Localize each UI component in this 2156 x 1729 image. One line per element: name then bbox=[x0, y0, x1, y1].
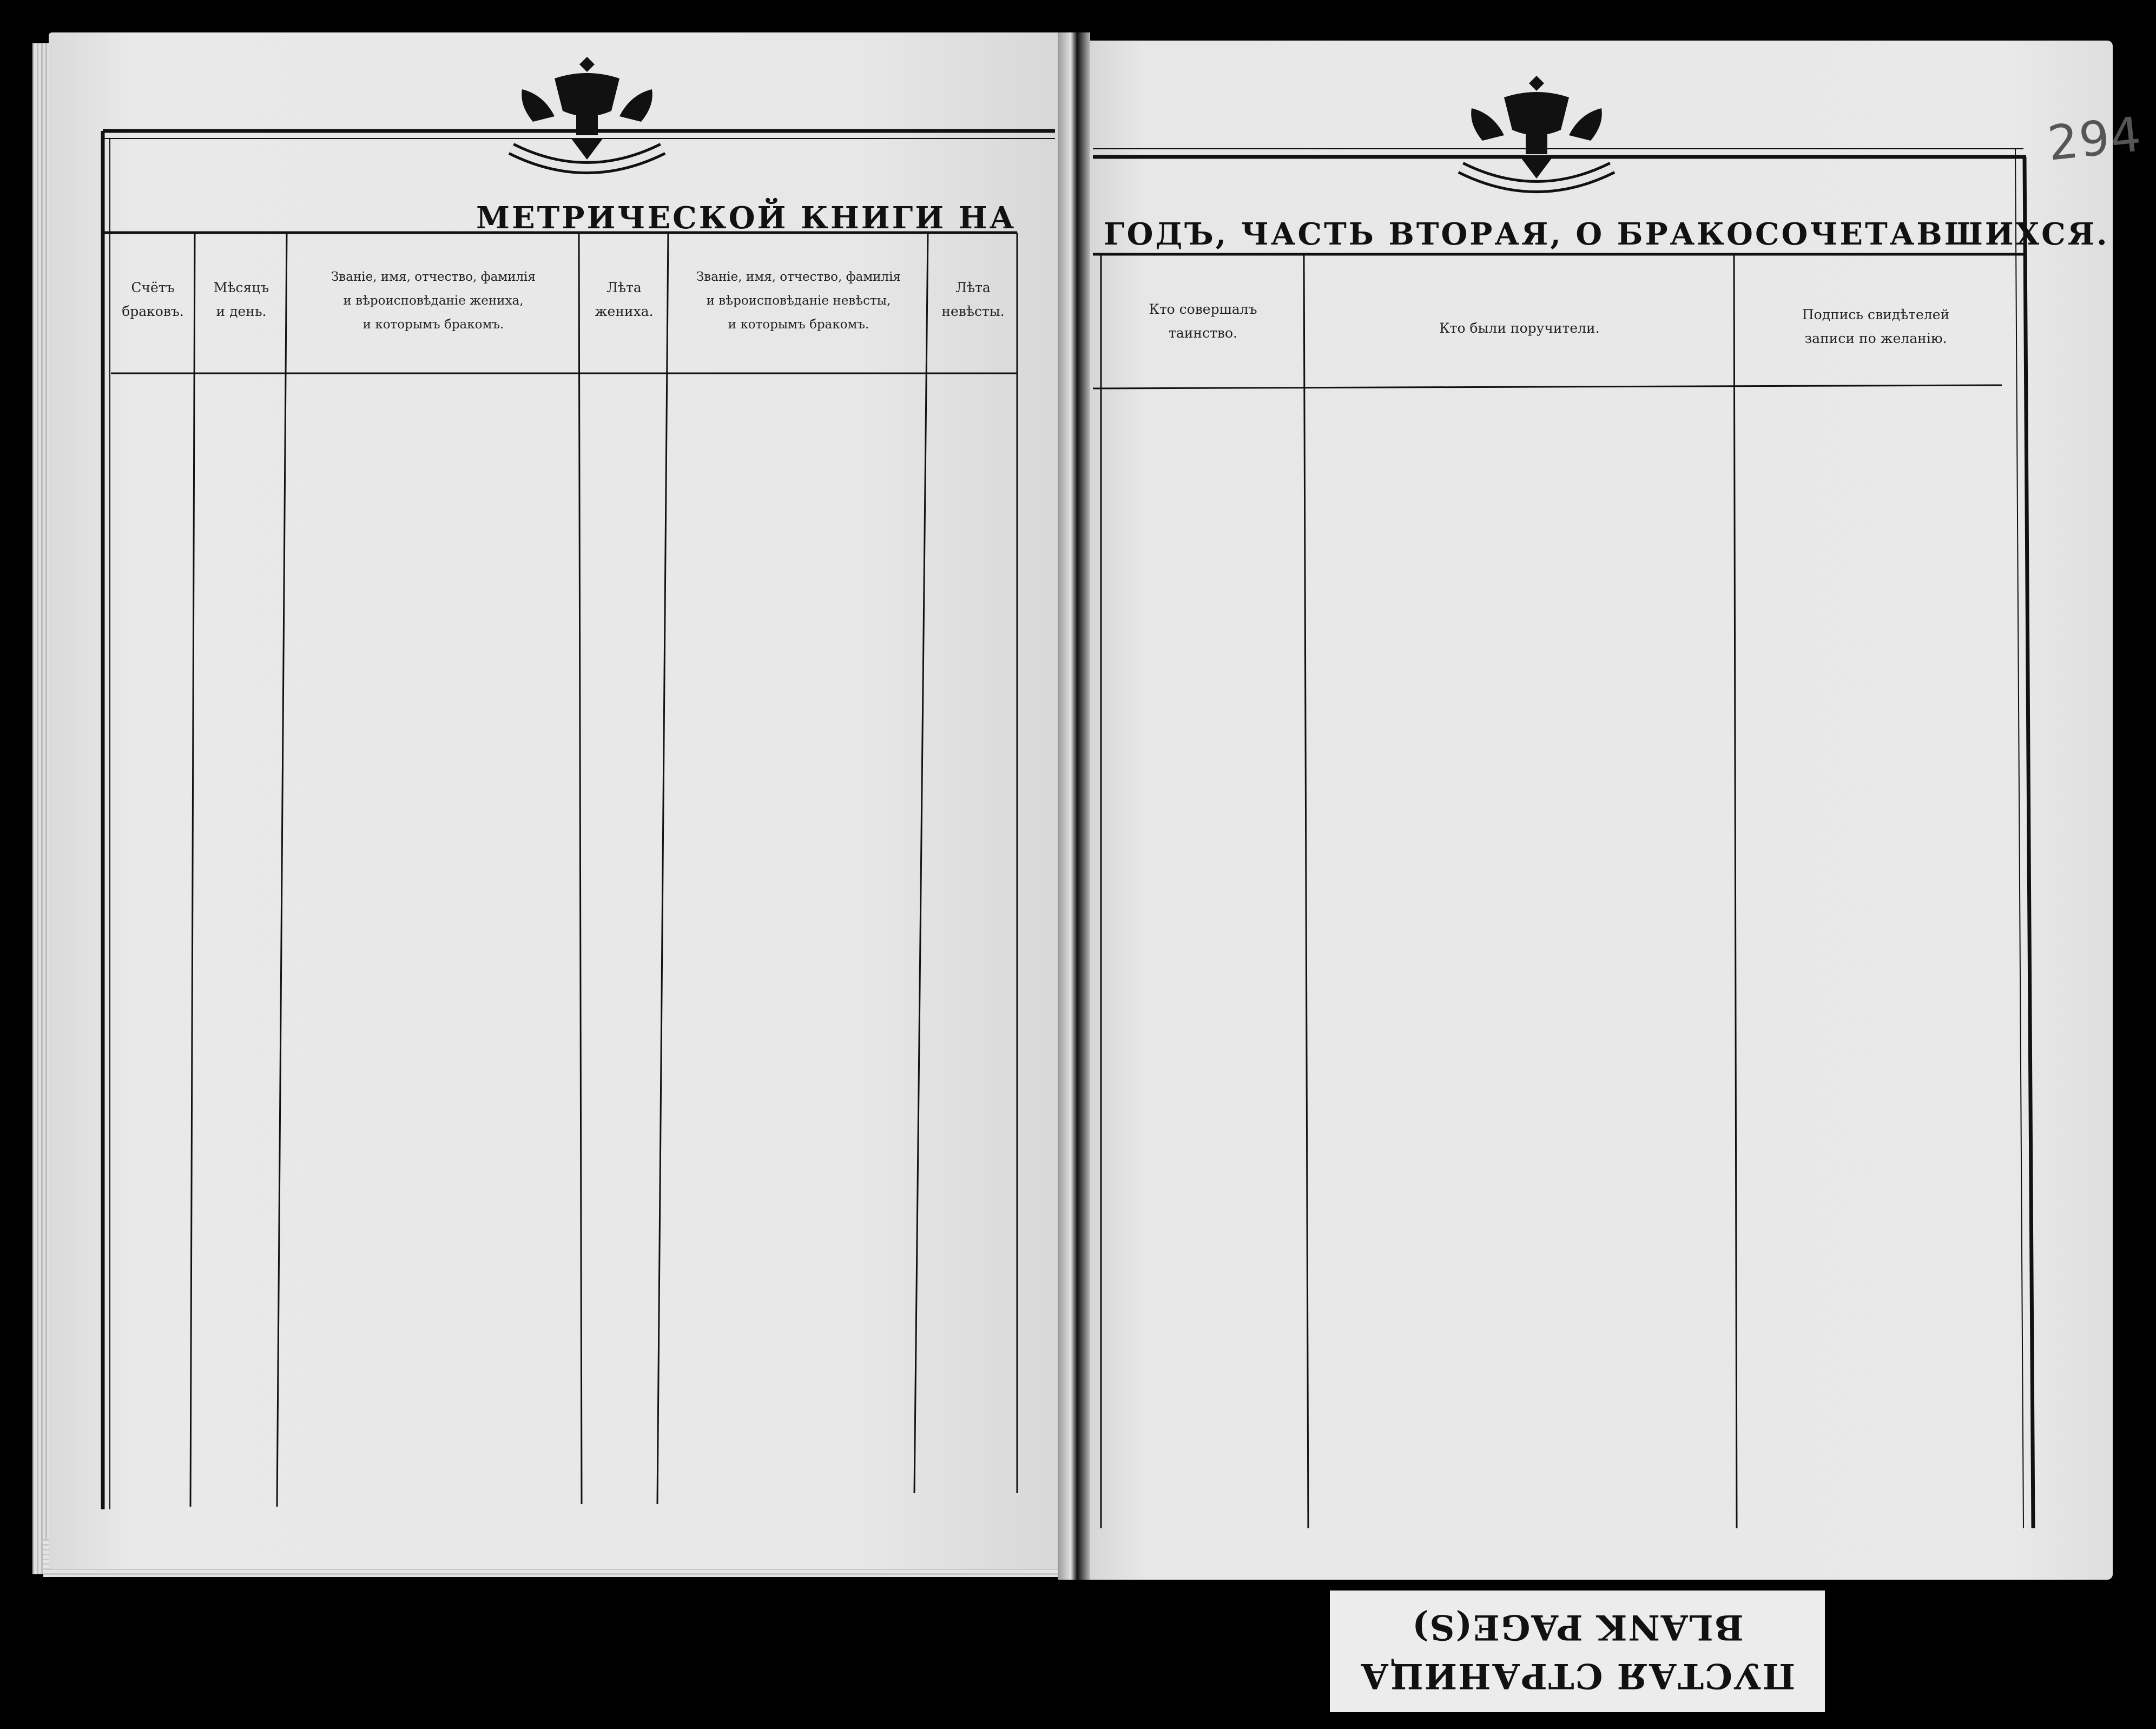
blank-label-russian: ПУСТАЯ СТРАНИЦА bbox=[1359, 1655, 1796, 1697]
blank-label-english: BLANK PAGE(S) bbox=[1411, 1607, 1744, 1648]
imperial-eagle-crest-icon bbox=[500, 46, 674, 187]
imperial-eagle-crest-icon bbox=[1450, 65, 1623, 206]
blank-page-label bbox=[1330, 1591, 1825, 1712]
column-header-marriage-count: Счётъ браковъ. bbox=[122, 280, 184, 319]
right-page-heading: ГОДЪ, ЧАСТЬ ВТОРАЯ, О БРАКОСОЧЕТАВШИХСЯ. bbox=[1104, 216, 2109, 252]
page-number: 294 bbox=[2045, 106, 2145, 171]
column-header-bride-details: Званіе, имя, отчество, фамилія и вѣроисповѣданіе невѣсты, и которымъ бракомъ. bbox=[696, 270, 901, 332]
column-header-guarantors: Кто были поручители. bbox=[1439, 320, 1600, 336]
column-header-groom-age: Лѣта жениха. bbox=[595, 280, 654, 319]
column-header-month-day: Мѣсяцъ и день. bbox=[213, 280, 269, 319]
column-header-bride-age: Лѣта невѣсты. bbox=[941, 280, 1005, 319]
left-page-heading: МЕТРИЧЕСКОЙ КНИГИ НА bbox=[476, 200, 1017, 236]
column-header-witness-signatures: Подпись свидѣтелей записи по желанію. bbox=[1802, 307, 1950, 346]
column-header-officiant: Кто совершалъ таинство. bbox=[1149, 301, 1257, 341]
column-header-groom-details: Званіе, имя, отчество, фамилія и вѣроисповѣданіе жениха, и которымъ бракомъ. bbox=[331, 270, 536, 332]
